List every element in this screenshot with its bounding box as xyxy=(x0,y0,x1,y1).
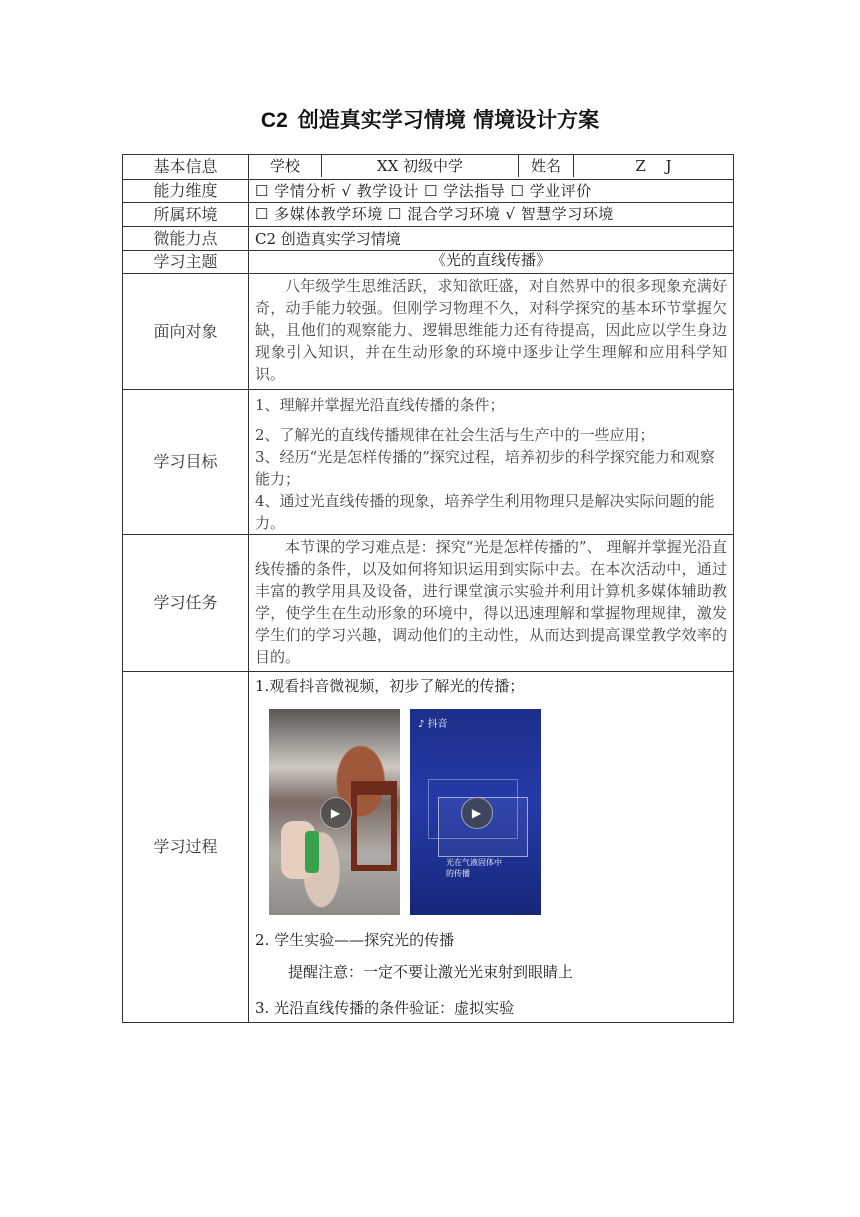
label-audience: 面向对象 xyxy=(123,274,249,390)
video-caption: 光在气液固体中的传播 xyxy=(446,858,502,878)
goal-item: 2、了解光的直线传播规律在社会生活与生产中的一些应用； xyxy=(255,426,655,444)
row-topic xyxy=(123,251,734,274)
row-environment xyxy=(123,203,734,227)
chair-shape xyxy=(351,781,397,871)
process-note: 提醒注意：一定不要让激光光束射到眼睛上 xyxy=(288,963,574,981)
play-icon[interactable]: ▶ xyxy=(320,797,352,829)
school-value: XX 初级中学 xyxy=(322,155,519,177)
name-value: Z J xyxy=(635,157,672,175)
row-ability xyxy=(123,180,734,203)
row-audience xyxy=(123,274,734,390)
goal-item: 4、通过光直线传播的现象，培养学生利用物理只是解决实际问题的能力。 xyxy=(255,492,715,532)
play-icon[interactable]: ▶ xyxy=(461,797,493,829)
micro-value: C2 创造真实学习情境 xyxy=(249,227,734,251)
row-micro xyxy=(123,227,734,251)
name-label: 姓名 xyxy=(519,155,574,177)
label-ability: 能力维度 xyxy=(123,180,249,203)
video-thumbnails xyxy=(269,709,727,915)
ability-options: ☐ 学情分析 √ 教学设计 ☐ 学法指导 ☐ 学业评价 xyxy=(249,180,734,203)
page-title xyxy=(0,104,860,134)
label-process: 学习过程 xyxy=(123,672,249,1023)
row-basic-info xyxy=(123,155,734,180)
douyin-logo-text: 抖音 xyxy=(427,719,448,730)
row-process xyxy=(123,672,734,1023)
title-text: 创造真实学习情境 情境设计方案 xyxy=(297,108,600,132)
basic-info-grid xyxy=(249,155,733,177)
row-task xyxy=(123,535,734,672)
label-goals: 学习目标 xyxy=(123,390,249,535)
environment-options: ☐ 多媒体教学环境 ☐ 混合学习环境 √ 智慧学习环境 xyxy=(249,203,734,227)
row-goals xyxy=(123,390,734,535)
video-thumbnail-light[interactable] xyxy=(410,709,541,915)
label-environment: 所属环境 xyxy=(123,203,249,227)
process-step-2: 2. 学生实验——探究光的传播 xyxy=(255,931,455,949)
audience-text: 八年级学生思维活跃，求知欲旺盛，对自然界中的很多现象充满好奇，动手能力较强。但刚学习物理不久，对科学探究的基本环节掌握欠缺，且他们的观察能力、逻辑思维能力还有待提高，因此应以学生身边现象引入知识，并在生动形象的环境中逐步让学生理解和应用科学知识。 xyxy=(255,277,727,383)
goals-list xyxy=(255,394,727,534)
label-micro: 微能力点 xyxy=(123,227,249,251)
video-thumbnail-classroom[interactable] xyxy=(269,709,400,915)
bottle-shape xyxy=(305,831,319,873)
goal-item: 3、经历“光是怎样传播的”探究过程，培养初步的科学探究能力和观察能力； xyxy=(255,448,715,488)
design-form-table xyxy=(122,154,734,1023)
goal-item: 1、理解并掌握光沿直线传播的条件； xyxy=(255,396,505,414)
label-topic: 学习主题 xyxy=(123,251,249,274)
label-task: 学习任务 xyxy=(123,535,249,672)
label-basic-info: 基本信息 xyxy=(123,155,249,180)
title-code: C2 xyxy=(260,109,288,132)
task-text: 本节课的学习难点是：探究“光是怎样传播的”、 理解并掌握光沿直线传播的条件，以及如何将知识运用到实际中去。在本次活动中，通过丰富的教学用具及设备，进行课堂演示实验并利用计算机多媒体辅助教学，使学生在生动形象的环境中，得以迅速理解和掌握物理规律，激发学生们的学习兴趣，调动他们的主动性，从而达到提高课堂教学效率的目的。 xyxy=(255,538,727,666)
process-step-1: 1.观看抖音微视频，初步了解光的传播； xyxy=(255,677,525,695)
process-content xyxy=(255,675,727,1019)
school-label: 学校 xyxy=(249,155,322,177)
process-step-3: 3. 光沿直线传播的条件验证：虚拟实验 xyxy=(255,999,515,1017)
douyin-logo-icon: ♪ 抖音 xyxy=(418,719,448,730)
topic-value: 《光的直线传播》 xyxy=(249,251,734,274)
